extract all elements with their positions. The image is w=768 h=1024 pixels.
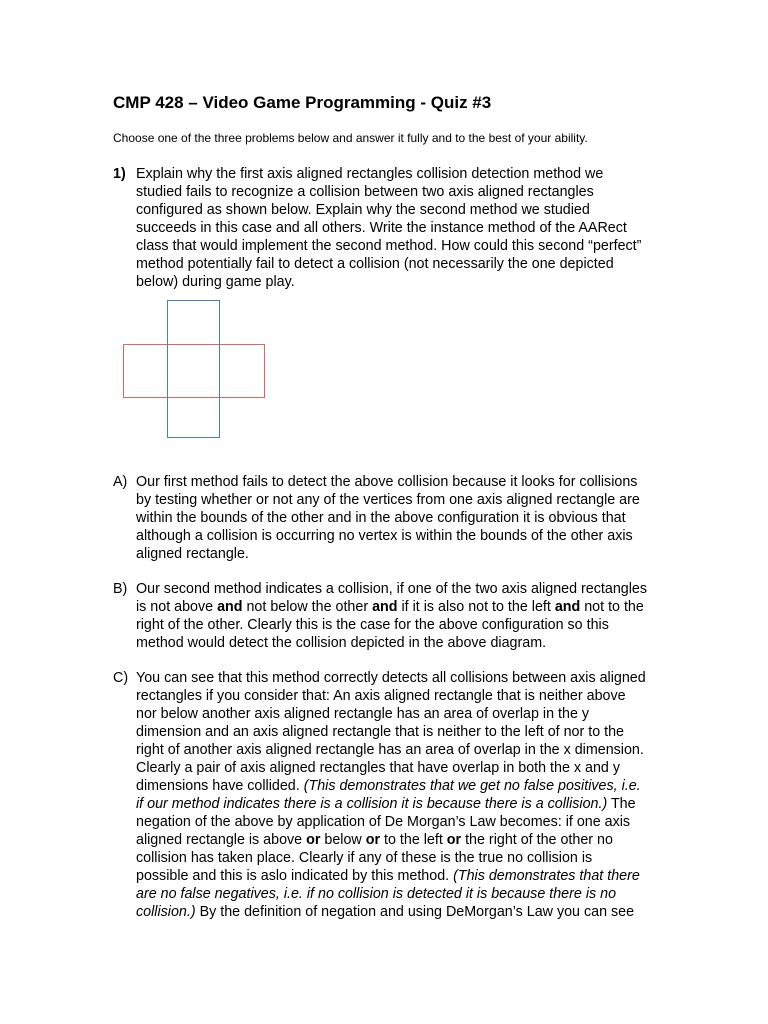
question-number: 1) (113, 166, 126, 182)
instructions-text: Choose one of the three problems below and answer it fully and to the best of your ability. (113, 131, 588, 145)
answer-line: rectangles if you consider that: An axis aligned rectangle that is neither above (136, 688, 626, 704)
text-run: dimensions have collided. (136, 778, 304, 794)
bold-and: and (372, 599, 398, 615)
horizontal-rectangle (124, 345, 265, 398)
text-run: By the definition of negation and using DeMorgan’s Law you can see (195, 904, 635, 920)
answer-marker: C) (113, 670, 129, 686)
answer-line: negation of the above by application of De Morgan’s Law becomes: if one axis (136, 814, 631, 830)
italic-note: collision.) (136, 904, 196, 920)
question-1-text (136, 165, 681, 291)
text-run: possible and this is aslo indicated by this method. (136, 868, 454, 884)
question-line: below) during game play. (136, 274, 295, 290)
answer-line: nor below another axis aligned rectangle has an area of overlap in the y (136, 706, 590, 722)
text-run: if it is also not to the left (397, 599, 555, 615)
text-run: is not above (136, 599, 218, 615)
answer-line (136, 885, 681, 903)
answer-line: Clearly a pair of axis aligned rectangles that have overlap in both the x and y (136, 760, 620, 776)
answer-line (136, 598, 681, 616)
text-run: to the left (380, 832, 447, 848)
answer-line: although a collision is occurring no vertex is within the bounds of the other axis (136, 528, 633, 544)
answer-line (136, 831, 681, 849)
answer-a-text (136, 473, 681, 563)
answer-line: dimension and an axis aligned rectangle that is neither to the left of nor to the (136, 724, 624, 740)
question-line: studied fails to recognize a collision between two axis aligned rectangles (136, 184, 594, 200)
answer-line: You can see that this method correctly detects all collisions between axis aligned (136, 670, 646, 686)
answer-line (136, 867, 681, 885)
answer-line: Our first method fails to detect the above collision because it looks for collisions (136, 474, 638, 490)
italic-note: (This demonstrates that there (453, 868, 640, 884)
question-line: succeeds in this case and all others. Write the instance method of the AARect (136, 220, 627, 236)
question-line: method potentially fail to detect a collision (not necessarily the one depicted (136, 256, 614, 272)
text-run: not below the other (242, 599, 373, 615)
question-line: Explain why the first axis aligned rectangles collision detection method we (136, 166, 604, 182)
question-line: configured as shown below. Explain why the second method we studied (136, 202, 590, 218)
answer-line (136, 903, 681, 921)
text-run: the right of the other no (461, 832, 613, 848)
bold-or: or (306, 832, 321, 848)
answer-marker: B) (113, 581, 128, 597)
text-run: below (320, 832, 366, 848)
text-run: not to the (580, 599, 644, 615)
bold-and: and (554, 599, 581, 615)
answer-marker: A) (113, 474, 128, 490)
page-title: CMP 428 – Video Game Programming - Quiz #3 (113, 93, 492, 112)
italic-note: are no false negatives, i.e. if no collision is detected it is because there is no (136, 886, 617, 902)
text-run: aligned rectangle is above (136, 832, 307, 848)
answer-line: Our second method indicates a collision, if one of the two axis aligned rectangles (136, 581, 648, 597)
answer-line (136, 795, 681, 813)
bold-or: or (446, 832, 462, 848)
answer-line: within the bounds of the other and in the above configuration it is obvious that (136, 510, 626, 526)
answer-line: right of another axis aligned rectangle has an area of overlap in the x dimension. (136, 742, 644, 758)
text-run: The (607, 796, 636, 812)
answer-b-text (136, 580, 681, 652)
answer-line: right of the other. Clearly this is the case for the above configuration so this (136, 617, 609, 633)
bold-or: or (365, 832, 381, 848)
vertical-rectangle (168, 301, 220, 438)
answer-c-text (136, 669, 681, 921)
answer-line: aligned rectangle. (136, 546, 249, 562)
answer-line: method would detect the collision depicted in the above diagram. (136, 635, 547, 651)
answer-line: collision has taken place. Clearly if any of these is the true no collision is (136, 850, 593, 866)
italic-note: if our method indicates there is a collision it is because there is a collision.) (136, 796, 608, 812)
italic-note: (This demonstrates that we get no false positives, i.e. (303, 778, 641, 794)
answer-line (136, 777, 681, 795)
bold-and: and (217, 599, 243, 615)
answer-line: by testing whether or not any of the vertices from one axis aligned rectangle are (136, 492, 640, 508)
question-line: class that would implement the second method. How could this second “perfect” (136, 238, 642, 254)
collision-diagram (122, 298, 268, 440)
